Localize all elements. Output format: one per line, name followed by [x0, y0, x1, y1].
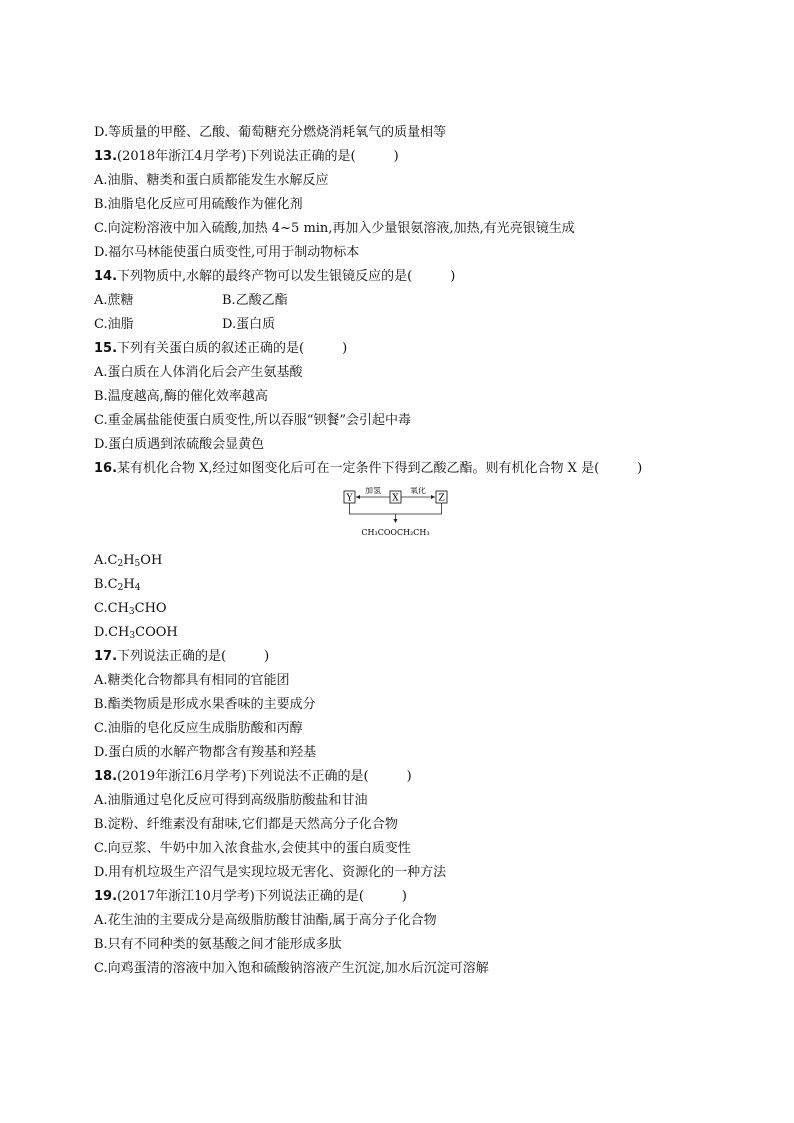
- box-x-label: X: [392, 493, 399, 504]
- option-b: B.乙酸乙酯: [222, 293, 288, 308]
- option-row: [94, 289, 714, 313]
- option-line: D.等质量的甲醛、乙酸、葡萄糖充分燃烧消耗氧气的质量相等: [94, 125, 447, 140]
- option-line: D.蛋白质的水解产物都含有羧基和羟基: [94, 745, 317, 760]
- option-b: $B.C_2H_4$: [94, 577, 141, 593]
- question-number: 16.: [94, 461, 118, 476]
- option-line: C.向鸡蛋清的溶液中加入饱和硫酸钠溶液产生沉淀,加水后沉淀可溶解: [94, 961, 489, 976]
- option-line: B.淀粉、纤维素没有甜味,它们都是天然高分子化合物: [94, 817, 398, 832]
- combine-line: [350, 503, 442, 514]
- question-number: 17.: [94, 649, 118, 664]
- option-line: B.油脂皂化反应可用硫酸作为催化剂: [94, 197, 303, 212]
- question-14-stem: 14.下列物质中,水解的最终产物可以发生银镜反应的是( ): [94, 269, 456, 284]
- option-row: [94, 313, 714, 337]
- option-d: $D.CH_3COOH$: [94, 625, 178, 641]
- box-z-label: Z: [438, 493, 445, 504]
- option-line: D.蛋白质遇到浓硫酸会显黄色: [94, 437, 265, 452]
- question-source: (2019年浙江6月学考): [117, 769, 247, 784]
- question-text: 下列有关蛋白质的叙述正确的是(: [117, 341, 305, 356]
- label-hydrogenation: 加氢: [365, 487, 381, 495]
- box-y-label: Y: [346, 493, 353, 504]
- question-number: 18.: [94, 769, 118, 784]
- option-line: A.油脂通过皂化反应可得到高级脂肪酸盐和甘油: [94, 793, 368, 808]
- option-line: C.油脂的皂化反应生成脂肪酸和丙醇: [94, 721, 303, 736]
- question-text: 下列说法正确的是(: [246, 149, 356, 164]
- question-text: 下列物质中,水解的最终产物可以发生银镜反应的是(: [117, 269, 413, 284]
- arrowhead-down: [394, 519, 398, 523]
- question-source: (2017年浙江10月学考): [117, 889, 255, 904]
- question-text: 下列说法正确的是(: [254, 889, 364, 904]
- option-a: A.蔗糖: [94, 293, 134, 308]
- question-source: (2018年浙江4月学考): [117, 149, 247, 164]
- option-line: B.只有不同种类的氨基酸之间才能形成多肽: [94, 937, 342, 952]
- option-line: A.花生油的主要成分是高级脂肪酸甘油酯,属于高分子化合物: [94, 913, 437, 928]
- question-16-stem: 16.某有机化合物 X,经过如图变化后可在一定条件下得到乙酸乙酯。则有机化合物 X 是( ): [94, 461, 643, 476]
- question-18-stem: 18.(2019年浙江6月学考)下列说法不正确的是( ): [94, 769, 412, 784]
- option-line: C.向豆浆、牛奶中加入浓食盐水,会使其中的蛋白质变性: [94, 841, 411, 856]
- option-line: A.油脂、糖类和蛋白质都能发生水解反应: [94, 173, 329, 188]
- arrowhead-right: [431, 495, 435, 499]
- question-number: 15.: [94, 341, 118, 356]
- option-line: A.糖类化合物都具有相同的官能团: [94, 673, 290, 688]
- question-19-stem: 19.(2017年浙江10月学考)下列说法正确的是( ): [94, 889, 407, 904]
- option-line: C.向淀粉溶液中加入硫酸,加热 4~5 min,再加入少量银氨溶液,加热,有光亮银镜生成: [94, 221, 575, 236]
- document-page: [94, 121, 714, 981]
- question-number: 19.: [94, 889, 118, 904]
- option-c: C.油脂: [94, 317, 134, 332]
- arrowhead-left: [356, 495, 360, 499]
- question-13-stem: 13.(2018年浙江4月学考)下列说法正确的是( ): [94, 149, 399, 164]
- option-c: $C.CH_3CHO$: [94, 601, 167, 617]
- option-line: B.酯类物质是形成水果香味的主要成分: [94, 697, 316, 712]
- question-15-stem: 15.下列有关蛋白质的叙述正确的是( ): [94, 341, 348, 356]
- option-line: D.福尔马林能使蛋白质变性,可用于制动物标本: [94, 245, 360, 260]
- option-a: $A.C_2H_5OH$: [94, 553, 163, 569]
- label-oxidation: 氧化: [410, 487, 426, 495]
- option-line: B.温度越高,酶的催化效率越高: [94, 389, 268, 404]
- option-line: C.重金属盐能使蛋白质变性,所以吞服“钡餐”会引起中毒: [94, 413, 412, 428]
- question-number: 14.: [94, 269, 118, 284]
- question-text: 下列说法正确的是(: [117, 649, 227, 664]
- option-line: D.用有机垃圾生产沼气是实现垃圾无害化、资源化的一种方法: [94, 865, 447, 880]
- question-17-stem: 17.下列说法正确的是( ): [94, 649, 270, 664]
- option-d: D.蛋白质: [222, 317, 276, 332]
- reaction-diagram: [94, 485, 714, 545]
- reaction-diagram-svg: [342, 487, 452, 543]
- product-formula: CH₃COOCH₂CH₃: [361, 528, 430, 537]
- question-number: 13.: [94, 149, 118, 164]
- question-text: 某有机化合物 X,经过如图变化后可在一定条件下得到乙酸乙酯。则有机化合物 X 是(: [117, 461, 600, 476]
- option-line: A.蛋白质在人体消化后会产生氨基酸: [94, 365, 303, 380]
- question-text: 下列说法不正确的是(: [246, 769, 369, 784]
